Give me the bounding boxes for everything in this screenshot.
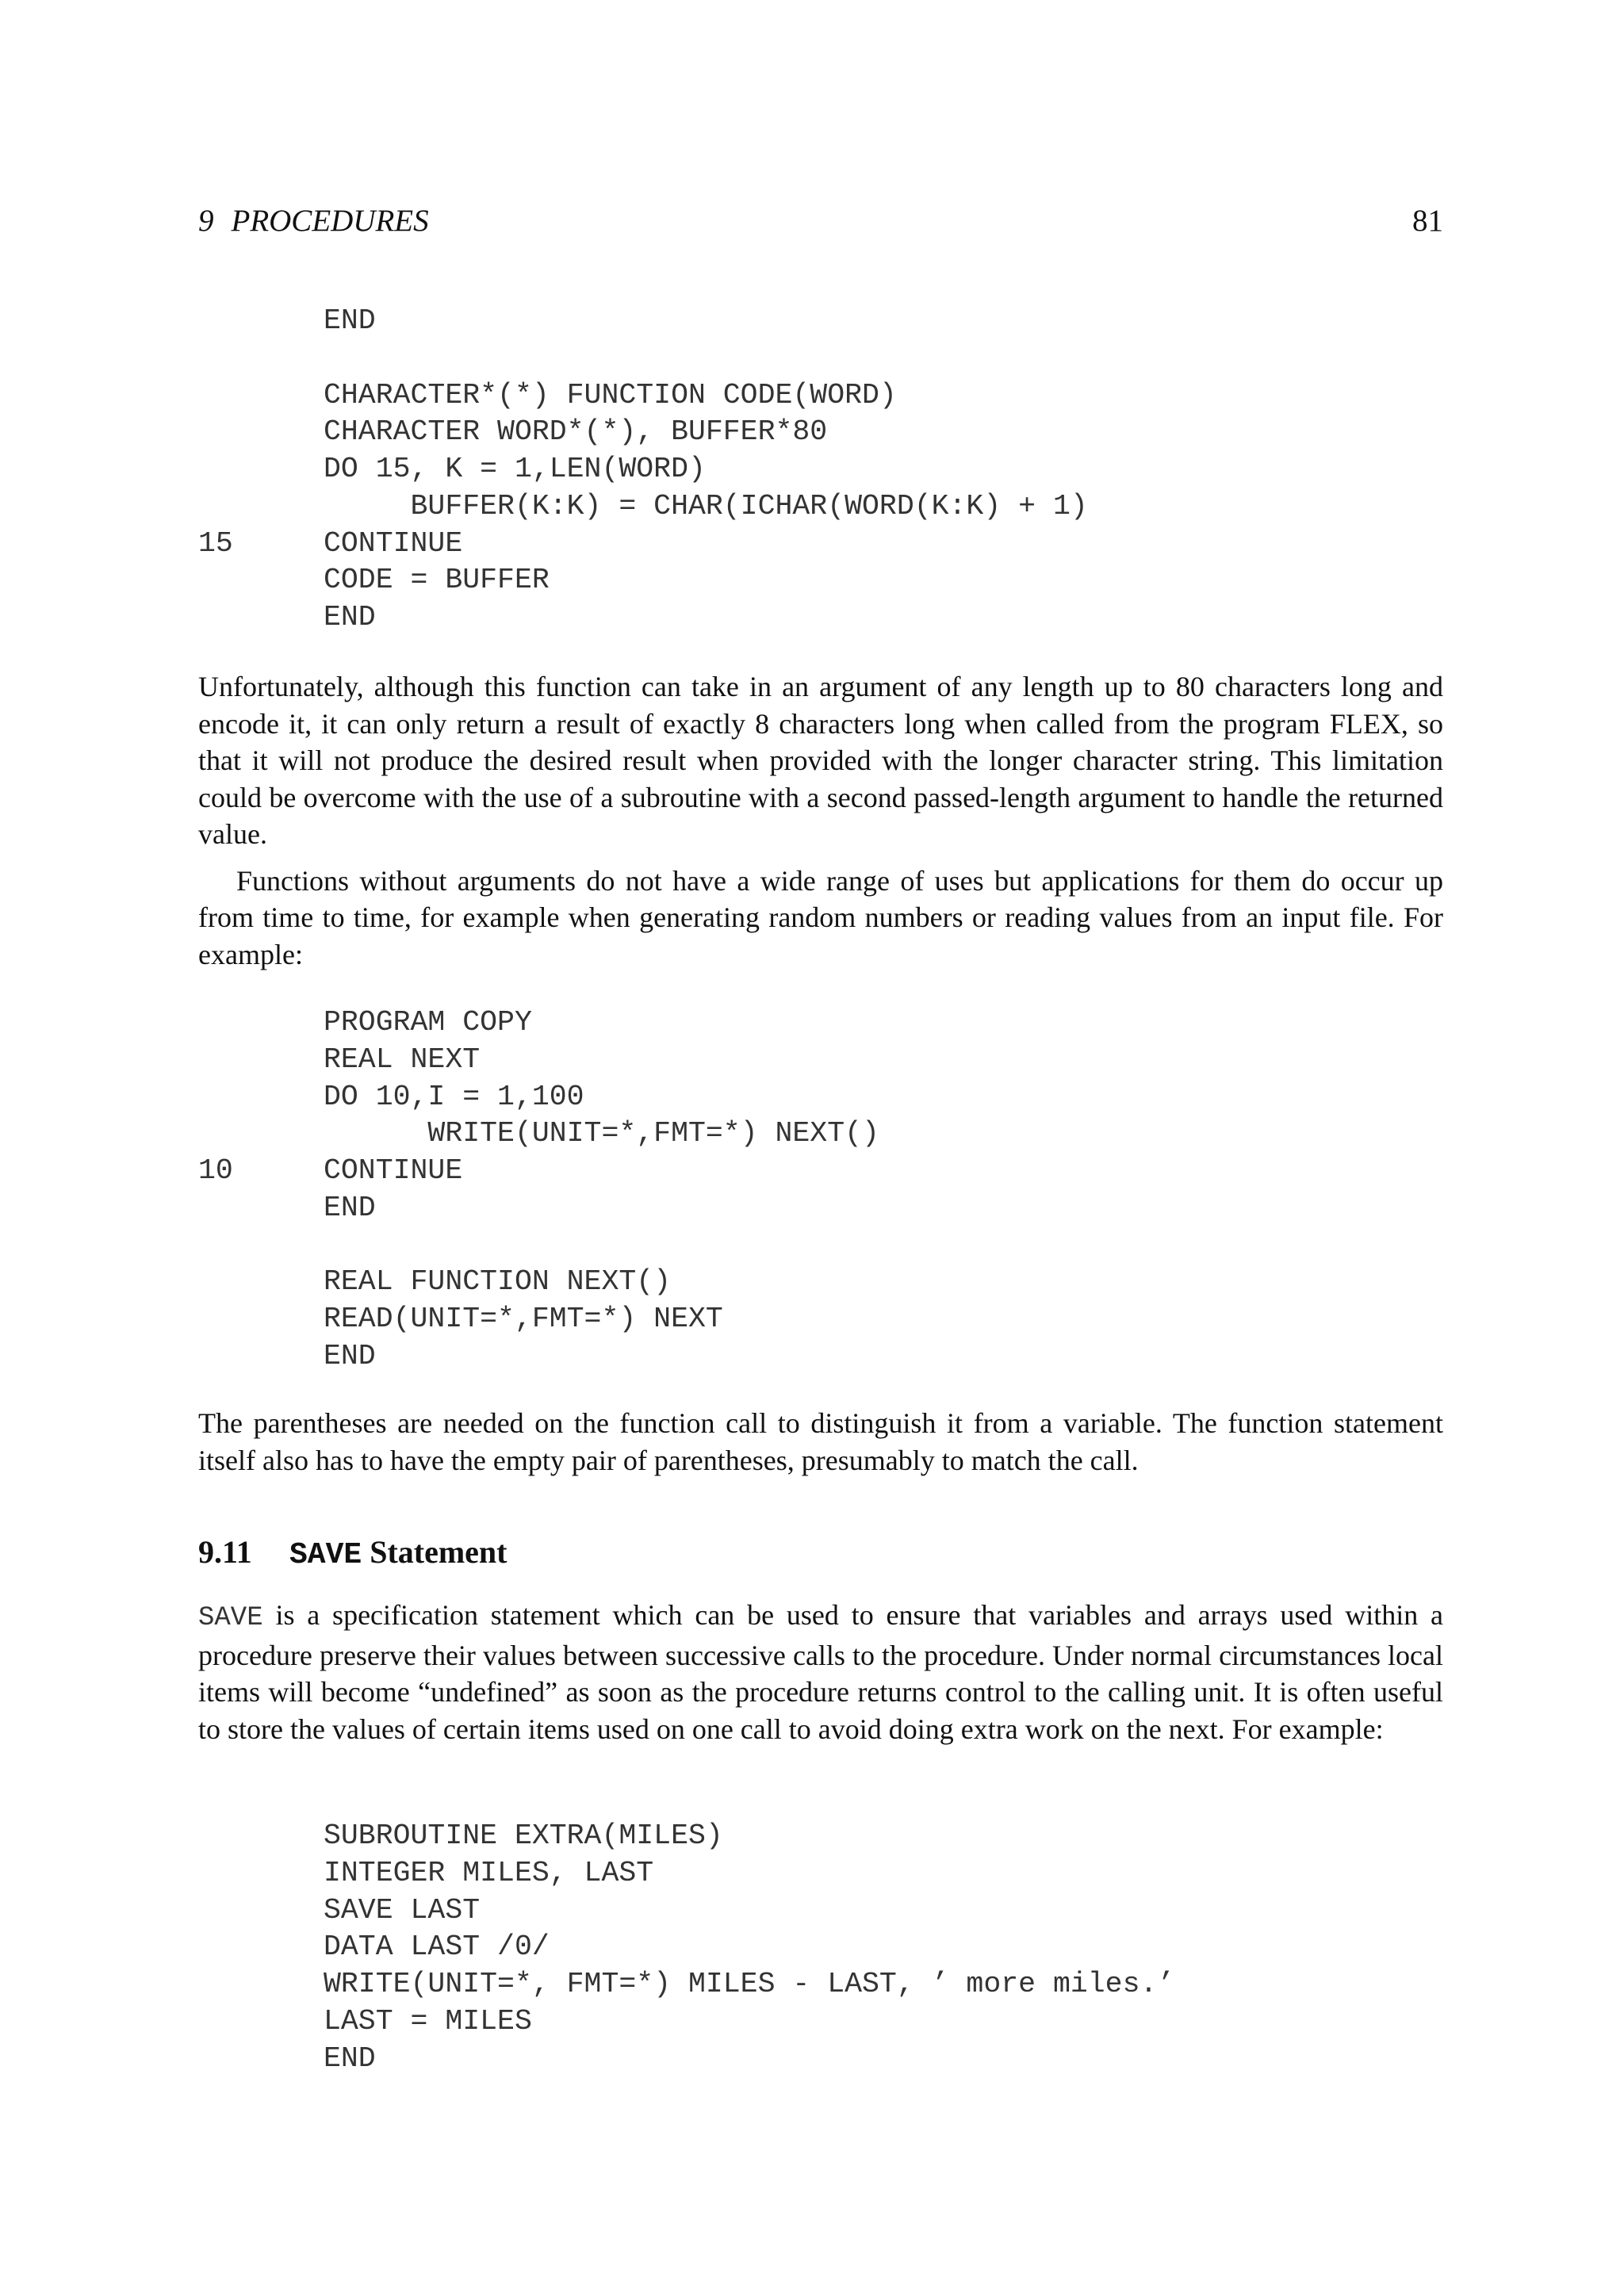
code-line xyxy=(198,303,1443,340)
running-header xyxy=(198,201,1443,241)
body-text-section-2 xyxy=(198,1405,1443,1479)
code-statement: WRITE(UNIT=*, FMT=*) MILES - LAST, ’ more miles.’ xyxy=(324,1968,1175,2000)
code-statement: BUFFER(K:K) = CHAR(ICHAR(WORD(K:K) + 1) xyxy=(324,489,1088,522)
section-title: Statement xyxy=(370,1534,508,1570)
code-statement: INTEGER MILES, LAST xyxy=(324,1856,654,1889)
code-statement: PROGRAM COPY xyxy=(324,1006,532,1039)
chapter-title: PROCEDURES xyxy=(231,204,429,238)
code-line xyxy=(198,2041,1443,2078)
statement-label: 15 xyxy=(198,526,233,560)
paragraph-save-description xyxy=(198,1597,1443,1747)
paragraph-parentheses: The parentheses are needed on the function call to distinguish it from a variable. The function statement itself also has to have the empty pair of parentheses, presumably to match the call. xyxy=(198,1407,1443,1476)
code-block-subroutine-extra xyxy=(198,1818,1443,2077)
code-statement: END xyxy=(324,1191,376,1224)
paragraph-function-limitation: Unfortunately, although this function can take in an argument of any length up to 80 characters long and encode it, it can only return a result of exactly 8 characters long when called from the program FLEX, so that it will not produce the desired result when provided with the longer character string. This limitation could be overcome with the use of a subroutine with a second passed-length argument to handle the returned value. xyxy=(198,671,1443,850)
code-line xyxy=(198,1818,1443,1855)
code-line xyxy=(198,1264,1443,1301)
code-line xyxy=(198,377,1443,415)
code-line xyxy=(198,451,1443,488)
code-line xyxy=(198,1042,1443,1079)
paragraph-save-text: is a specification statement which can be used to ensure that variables and arrays used within a procedure preserve their values between successive calls to the procedure. Under normal circumstances local items will become “undefined” as soon as the procedure returns control to the calling unit. It is often useful to store the values of certain items used on one call to avoid doing extra work on the next. For example: xyxy=(198,1599,1443,1745)
code-line xyxy=(198,414,1443,451)
code-line xyxy=(198,1338,1443,1376)
inline-code-save: SAVE xyxy=(198,1603,263,1633)
section-heading-save-statement xyxy=(198,1533,508,1575)
code-line xyxy=(198,1153,1443,1190)
code-statement: CHARACTER WORD*(*), BUFFER*80 xyxy=(324,415,828,449)
code-line xyxy=(198,1855,1443,1892)
code-line xyxy=(198,488,1443,526)
code-statement: READ(UNIT=*,FMT=*) NEXT xyxy=(324,1303,723,1335)
code-line xyxy=(198,1966,1443,2003)
code-line xyxy=(198,1115,1443,1153)
code-statement: CODE = BUFFER xyxy=(324,564,550,597)
document-page xyxy=(198,0,1443,2296)
code-line xyxy=(198,340,1443,377)
code-line xyxy=(198,1929,1443,1966)
code-line xyxy=(198,1227,1443,1265)
code-line xyxy=(198,599,1443,637)
code-statement: DO 15, K = 1,LEN(WORD) xyxy=(324,453,706,485)
code-line xyxy=(198,1301,1443,1338)
body-text-section-1 xyxy=(198,668,1443,973)
code-statement: REAL NEXT xyxy=(324,1043,481,1076)
code-statement: SUBROUTINE EXTRA(MILES) xyxy=(324,1820,723,1852)
code-statement: DATA LAST /0/ xyxy=(324,1931,550,1964)
page-number: 81 xyxy=(1412,204,1443,238)
code-line xyxy=(198,562,1443,599)
code-statement: CONTINUE xyxy=(324,526,463,560)
chapter-number: 9 xyxy=(198,204,214,238)
code-statement: CONTINUE xyxy=(324,1154,463,1187)
code-statement: CHARACTER*(*) FUNCTION CODE(WORD) xyxy=(324,378,897,411)
statement-label: 10 xyxy=(198,1154,233,1187)
code-line xyxy=(198,1892,1443,1930)
code-statement: LAST = MILES xyxy=(324,2004,532,2038)
code-line xyxy=(198,1004,1443,1042)
code-statement: END xyxy=(324,304,376,337)
code-block-program-copy xyxy=(198,1004,1443,1376)
section-keyword: SAVE xyxy=(289,1538,362,1572)
code-statement: END xyxy=(324,601,376,633)
code-line xyxy=(198,1079,1443,1116)
code-statement: END xyxy=(324,1339,376,1372)
code-statement: WRITE(UNIT=*,FMT=*) NEXT() xyxy=(324,1117,879,1150)
code-line xyxy=(198,2003,1443,2041)
chapter-heading xyxy=(198,201,429,241)
code-line xyxy=(198,1190,1443,1227)
code-statement: SAVE LAST xyxy=(324,1893,481,1927)
code-block-code-function xyxy=(198,303,1443,637)
body-text-section-3 xyxy=(198,1597,1443,1747)
code-line xyxy=(198,526,1443,563)
code-statement: REAL FUNCTION NEXT() xyxy=(324,1265,672,1299)
paragraph-functions-without-arguments: Functions without arguments do not have a wide range of uses but applications for them do occur up from time to time, for example when generating random numbers or reading values from an input file. For example: xyxy=(198,864,1443,970)
section-number: 9.11 xyxy=(198,1534,252,1570)
code-statement: DO 10,I = 1,100 xyxy=(324,1080,584,1113)
code-statement: END xyxy=(324,2042,376,2075)
